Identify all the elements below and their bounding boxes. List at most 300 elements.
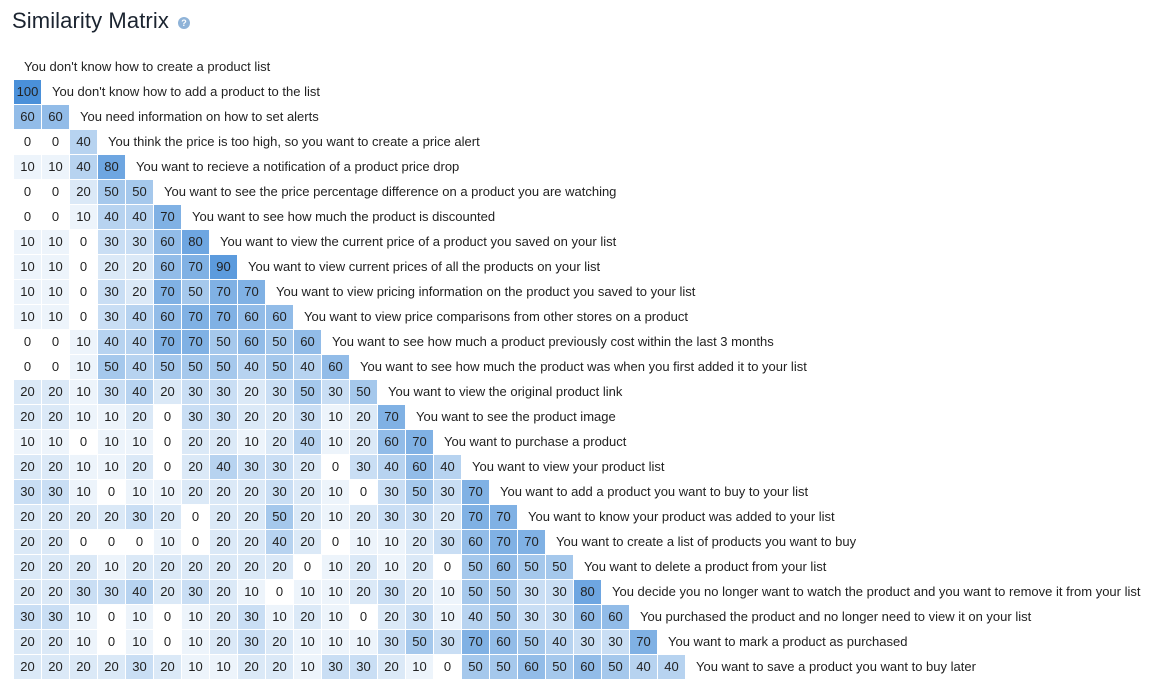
matrix-cell: 40 bbox=[266, 530, 293, 554]
matrix-cell: 20 bbox=[210, 555, 237, 579]
matrix-cell: 20 bbox=[154, 505, 181, 529]
row-label: You want to view current prices of all the products on your list bbox=[248, 259, 601, 274]
matrix-cell: 0 bbox=[434, 655, 461, 679]
matrix-cell: 30 bbox=[322, 655, 349, 679]
matrix-cell: 20 bbox=[14, 655, 41, 679]
matrix-cell: 10 bbox=[322, 580, 349, 604]
matrix-cell: 30 bbox=[406, 505, 433, 529]
matrix-cell: 70 bbox=[518, 530, 545, 554]
matrix-cell: 20 bbox=[154, 555, 181, 579]
matrix-cell: 20 bbox=[294, 455, 321, 479]
row-label: You want to view price comparisons from other stores on a product bbox=[304, 309, 688, 324]
matrix-cell: 50 bbox=[294, 380, 321, 404]
row-label: You want to delete a product from your list bbox=[584, 559, 827, 574]
matrix-cell: 30 bbox=[14, 605, 41, 629]
matrix-cell: 50 bbox=[182, 355, 209, 379]
matrix-cell: 10 bbox=[322, 605, 349, 629]
matrix-cell: 40 bbox=[546, 630, 573, 654]
matrix-cell: 30 bbox=[238, 455, 265, 479]
matrix-cell: 10 bbox=[70, 405, 97, 429]
matrix-cell: 20 bbox=[266, 655, 293, 679]
matrix-cell: 30 bbox=[350, 455, 377, 479]
matrix-cell: 20 bbox=[266, 405, 293, 429]
matrix-cell: 10 bbox=[126, 480, 153, 504]
matrix-cell: 10 bbox=[14, 280, 41, 304]
matrix-cell: 10 bbox=[70, 605, 97, 629]
matrix-cell: 20 bbox=[210, 480, 237, 504]
matrix-cell: 20 bbox=[238, 380, 265, 404]
matrix-cell: 90 bbox=[210, 255, 237, 279]
matrix-cell: 80 bbox=[574, 580, 601, 604]
matrix-cell: 30 bbox=[378, 580, 405, 604]
matrix-cell: 50 bbox=[602, 655, 629, 679]
matrix-cell: 60 bbox=[518, 655, 545, 679]
matrix-cell: 70 bbox=[490, 530, 517, 554]
matrix-cell: 0 bbox=[70, 280, 97, 304]
matrix-cell: 0 bbox=[154, 630, 181, 654]
row-label: You want to mark a product as purchased bbox=[668, 634, 908, 649]
matrix-cell: 60 bbox=[154, 255, 181, 279]
matrix-cell: 20 bbox=[42, 630, 69, 654]
matrix-cell: 10 bbox=[322, 555, 349, 579]
help-icon[interactable]: ? bbox=[178, 17, 190, 29]
matrix-cell: 10 bbox=[154, 530, 181, 554]
matrix-cell: 30 bbox=[98, 380, 125, 404]
matrix-cell: 20 bbox=[238, 505, 265, 529]
matrix-cell: 0 bbox=[98, 530, 125, 554]
matrix-cell: 40 bbox=[238, 355, 265, 379]
matrix-cell: 20 bbox=[42, 555, 69, 579]
matrix-cell: 30 bbox=[266, 480, 293, 504]
matrix-cell: 50 bbox=[490, 605, 517, 629]
matrix-cell: 10 bbox=[154, 480, 181, 504]
matrix-cell: 40 bbox=[378, 455, 405, 479]
row-label: You want to save a product you want to buy later bbox=[696, 659, 976, 674]
matrix-cell: 60 bbox=[154, 305, 181, 329]
row-label: You purchased the product and no longer need to view it on your list bbox=[640, 609, 1032, 624]
matrix-cell: 10 bbox=[42, 255, 69, 279]
matrix-cell: 30 bbox=[98, 230, 125, 254]
matrix-cell: 20 bbox=[294, 605, 321, 629]
matrix-cell: 70 bbox=[630, 630, 657, 654]
matrix-cell: 30 bbox=[602, 630, 629, 654]
matrix-cell: 100 bbox=[14, 80, 41, 104]
matrix-cell: 0 bbox=[350, 605, 377, 629]
matrix-cell: 60 bbox=[462, 530, 489, 554]
matrix-cell: 40 bbox=[126, 580, 153, 604]
matrix-cell: 60 bbox=[602, 605, 629, 629]
matrix-cell: 70 bbox=[182, 330, 209, 354]
matrix-cell: 30 bbox=[182, 405, 209, 429]
matrix-cell: 10 bbox=[14, 155, 41, 179]
row-label: You don't know how to create a product list bbox=[24, 59, 271, 74]
matrix-cell: 50 bbox=[266, 505, 293, 529]
row-label: You want to recieve a notification of a product price drop bbox=[136, 159, 460, 174]
matrix-cell: 60 bbox=[238, 305, 265, 329]
matrix-cell: 10 bbox=[350, 630, 377, 654]
matrix-cell: 20 bbox=[126, 555, 153, 579]
matrix-cell: 30 bbox=[266, 455, 293, 479]
matrix-cell: 0 bbox=[154, 455, 181, 479]
matrix-cell: 40 bbox=[434, 455, 461, 479]
matrix-cell: 10 bbox=[98, 455, 125, 479]
matrix-cell: 30 bbox=[14, 480, 41, 504]
matrix-cell: 30 bbox=[182, 380, 209, 404]
matrix-cell: 0 bbox=[14, 355, 41, 379]
row-label: You want to know your product was added to your list bbox=[528, 509, 835, 524]
matrix-cell: 30 bbox=[42, 480, 69, 504]
matrix-cell: 20 bbox=[126, 405, 153, 429]
row-label: You want to purchase a product bbox=[444, 434, 627, 449]
matrix-cell: 20 bbox=[182, 430, 209, 454]
matrix-cell: 0 bbox=[350, 480, 377, 504]
matrix-cell: 30 bbox=[378, 630, 405, 654]
matrix-cell: 20 bbox=[378, 605, 405, 629]
matrix-cell: 30 bbox=[238, 605, 265, 629]
matrix-cell: 30 bbox=[266, 380, 293, 404]
matrix-cell: 60 bbox=[322, 355, 349, 379]
matrix-cell: 50 bbox=[546, 655, 573, 679]
matrix-cell: 20 bbox=[238, 555, 265, 579]
matrix-cell: 40 bbox=[630, 655, 657, 679]
matrix-cell: 0 bbox=[294, 555, 321, 579]
matrix-cell: 0 bbox=[126, 530, 153, 554]
matrix-cell: 20 bbox=[14, 580, 41, 604]
row-label: You don't know how to add a product to the list bbox=[52, 84, 320, 99]
matrix-cell: 40 bbox=[126, 355, 153, 379]
matrix-cell: 30 bbox=[70, 580, 97, 604]
matrix-cell: 20 bbox=[294, 530, 321, 554]
matrix-cell: 0 bbox=[98, 630, 125, 654]
matrix-cell: 10 bbox=[434, 605, 461, 629]
matrix-cell: 40 bbox=[462, 605, 489, 629]
matrix-cell: 50 bbox=[98, 355, 125, 379]
row-label: You want to create a list of products you want to buy bbox=[556, 534, 857, 549]
matrix-cell: 40 bbox=[126, 205, 153, 229]
matrix-cell: 20 bbox=[42, 405, 69, 429]
matrix-cell: 10 bbox=[70, 380, 97, 404]
matrix-cell: 20 bbox=[182, 455, 209, 479]
matrix-cell: 10 bbox=[14, 430, 41, 454]
matrix-cell: 20 bbox=[266, 555, 293, 579]
matrix-cell: 0 bbox=[154, 405, 181, 429]
matrix-cell: 20 bbox=[98, 255, 125, 279]
matrix-cell: 20 bbox=[154, 655, 181, 679]
matrix-cell: 10 bbox=[182, 630, 209, 654]
matrix-cell: 60 bbox=[42, 105, 69, 129]
matrix-cell: 30 bbox=[350, 655, 377, 679]
matrix-cell: 40 bbox=[70, 130, 97, 154]
matrix-cell: 20 bbox=[70, 505, 97, 529]
matrix-cell: 60 bbox=[154, 230, 181, 254]
matrix-cell: 10 bbox=[70, 205, 97, 229]
matrix-cell: 60 bbox=[574, 605, 601, 629]
matrix-cell: 50 bbox=[490, 580, 517, 604]
row-label: You want to view pricing information on the product you saved to your list bbox=[276, 284, 696, 299]
matrix-cell: 20 bbox=[210, 580, 237, 604]
row-label: You want to view your product list bbox=[472, 459, 665, 474]
matrix-cell: 30 bbox=[546, 580, 573, 604]
matrix-cell: 50 bbox=[182, 280, 209, 304]
matrix-cell: 20 bbox=[126, 280, 153, 304]
matrix-cell: 30 bbox=[406, 605, 433, 629]
matrix-cell: 20 bbox=[434, 505, 461, 529]
matrix-cell: 10 bbox=[294, 655, 321, 679]
matrix-cell: 30 bbox=[42, 605, 69, 629]
matrix-cell: 20 bbox=[14, 530, 41, 554]
matrix-cell: 0 bbox=[266, 580, 293, 604]
matrix-cell: 20 bbox=[14, 630, 41, 654]
matrix-cell: 30 bbox=[98, 280, 125, 304]
matrix-cell: 10 bbox=[70, 480, 97, 504]
matrix-cell: 20 bbox=[350, 580, 377, 604]
matrix-cell: 60 bbox=[490, 555, 517, 579]
matrix-cell: 20 bbox=[42, 505, 69, 529]
matrix-cell: 10 bbox=[322, 480, 349, 504]
matrix-cell: 10 bbox=[294, 580, 321, 604]
row-label: You think the price is too high, so you want to create a price alert bbox=[108, 134, 480, 149]
matrix-cell: 10 bbox=[98, 555, 125, 579]
matrix-cell: 20 bbox=[42, 380, 69, 404]
matrix-cell: 10 bbox=[14, 230, 41, 254]
matrix-cell: 50 bbox=[98, 180, 125, 204]
matrix-cell: 60 bbox=[266, 305, 293, 329]
matrix-cell: 40 bbox=[294, 430, 321, 454]
matrix-cell: 30 bbox=[126, 655, 153, 679]
matrix-cell: 0 bbox=[14, 130, 41, 154]
matrix-cell: 20 bbox=[14, 380, 41, 404]
matrix-cell: 20 bbox=[350, 555, 377, 579]
matrix-cell: 0 bbox=[70, 530, 97, 554]
matrix-cell: 50 bbox=[518, 555, 545, 579]
matrix-cell: 40 bbox=[98, 205, 125, 229]
matrix-cell: 20 bbox=[14, 405, 41, 429]
matrix-cell: 10 bbox=[182, 605, 209, 629]
matrix-cell: 30 bbox=[322, 380, 349, 404]
matrix-cell: 30 bbox=[378, 480, 405, 504]
matrix-cell: 10 bbox=[378, 530, 405, 554]
matrix-cell: 60 bbox=[574, 655, 601, 679]
matrix-cell: 10 bbox=[238, 430, 265, 454]
matrix-cell: 0 bbox=[70, 255, 97, 279]
matrix-cell: 70 bbox=[210, 280, 237, 304]
matrix-cell: 40 bbox=[126, 330, 153, 354]
matrix-cell: 0 bbox=[98, 480, 125, 504]
matrix-cell: 30 bbox=[518, 580, 545, 604]
matrix-cell: 70 bbox=[490, 505, 517, 529]
matrix-cell: 20 bbox=[154, 380, 181, 404]
matrix-cell: 20 bbox=[182, 555, 209, 579]
matrix-cell: 50 bbox=[266, 330, 293, 354]
matrix-cell: 10 bbox=[322, 630, 349, 654]
matrix-cell: 0 bbox=[14, 180, 41, 204]
matrix-cell: 30 bbox=[210, 405, 237, 429]
matrix-cell: 20 bbox=[14, 555, 41, 579]
matrix-cell: 70 bbox=[378, 405, 405, 429]
matrix-cell: 0 bbox=[42, 205, 69, 229]
matrix-cell: 20 bbox=[266, 430, 293, 454]
matrix-cell: 20 bbox=[294, 480, 321, 504]
matrix-cell: 10 bbox=[406, 655, 433, 679]
matrix-cell: 0 bbox=[322, 530, 349, 554]
matrix-cell: 50 bbox=[462, 555, 489, 579]
matrix-cell: 50 bbox=[462, 580, 489, 604]
matrix-cell: 20 bbox=[14, 455, 41, 479]
matrix-cell: 20 bbox=[378, 655, 405, 679]
matrix-cell: 10 bbox=[70, 455, 97, 479]
matrix-cell: 10 bbox=[42, 155, 69, 179]
matrix-cell: 0 bbox=[182, 530, 209, 554]
row-label: You want to see how much a product previously cost within the last 3 months bbox=[332, 334, 774, 349]
matrix-cell: 20 bbox=[210, 630, 237, 654]
matrix-cell: 60 bbox=[378, 430, 405, 454]
matrix-cell: 30 bbox=[238, 630, 265, 654]
matrix-cell: 0 bbox=[98, 605, 125, 629]
matrix-cell: 20 bbox=[238, 405, 265, 429]
matrix-cell: 0 bbox=[70, 430, 97, 454]
matrix-cell: 10 bbox=[42, 230, 69, 254]
matrix-cell: 20 bbox=[14, 505, 41, 529]
matrix-cell: 0 bbox=[70, 230, 97, 254]
matrix-cell: 30 bbox=[126, 230, 153, 254]
matrix-cell: 60 bbox=[238, 330, 265, 354]
matrix-cell: 30 bbox=[98, 580, 125, 604]
matrix-cell: 50 bbox=[546, 555, 573, 579]
matrix-cell: 20 bbox=[238, 480, 265, 504]
matrix-cell: 20 bbox=[238, 655, 265, 679]
row-label: You decide you no longer want to watch the product and you want to remove it from your list bbox=[612, 584, 1141, 599]
matrix-cell: 10 bbox=[126, 430, 153, 454]
matrix-cell: 50 bbox=[126, 180, 153, 204]
row-label: You want to add a product you want to buy to your list bbox=[500, 484, 809, 499]
matrix-cell: 20 bbox=[350, 430, 377, 454]
matrix-cell: 20 bbox=[406, 580, 433, 604]
matrix-cell: 70 bbox=[238, 280, 265, 304]
matrix-cell: 0 bbox=[42, 330, 69, 354]
matrix-cell: 50 bbox=[518, 630, 545, 654]
matrix-cell: 20 bbox=[98, 655, 125, 679]
matrix-cell: 20 bbox=[350, 505, 377, 529]
matrix-cell: 20 bbox=[70, 655, 97, 679]
matrix-cell: 20 bbox=[294, 505, 321, 529]
matrix-cell: 80 bbox=[182, 230, 209, 254]
matrix-cell: 20 bbox=[210, 505, 237, 529]
matrix-cell: 40 bbox=[98, 330, 125, 354]
matrix-cell: 30 bbox=[518, 605, 545, 629]
matrix-cell: 20 bbox=[238, 530, 265, 554]
matrix-cell: 0 bbox=[434, 555, 461, 579]
matrix-cell: 60 bbox=[14, 105, 41, 129]
matrix-cell: 0 bbox=[154, 605, 181, 629]
matrix-cell: 50 bbox=[154, 355, 181, 379]
matrix-cell: 0 bbox=[14, 330, 41, 354]
matrix-cell: 40 bbox=[70, 155, 97, 179]
row-label: You want to view the current price of a product you saved on your list bbox=[220, 234, 617, 249]
matrix-cell: 10 bbox=[322, 505, 349, 529]
matrix-cell: 10 bbox=[294, 630, 321, 654]
matrix-cell: 20 bbox=[126, 255, 153, 279]
matrix-cell: 10 bbox=[42, 430, 69, 454]
matrix-cell: 10 bbox=[350, 530, 377, 554]
matrix-cell: 10 bbox=[126, 630, 153, 654]
matrix-cell: 0 bbox=[42, 355, 69, 379]
matrix-cell: 50 bbox=[490, 655, 517, 679]
matrix-cell: 50 bbox=[210, 355, 237, 379]
matrix-cell: 70 bbox=[210, 305, 237, 329]
matrix-cell: 70 bbox=[406, 430, 433, 454]
matrix-cell: 50 bbox=[210, 330, 237, 354]
matrix-cell: 40 bbox=[126, 305, 153, 329]
matrix-cell: 0 bbox=[42, 180, 69, 204]
matrix-cell: 20 bbox=[182, 480, 209, 504]
matrix-cell: 0 bbox=[70, 305, 97, 329]
matrix-cell: 10 bbox=[266, 605, 293, 629]
matrix-cell: 10 bbox=[210, 655, 237, 679]
matrix-cell: 20 bbox=[70, 180, 97, 204]
matrix-cell: 70 bbox=[462, 480, 489, 504]
matrix-cell: 50 bbox=[406, 480, 433, 504]
matrix-cell: 10 bbox=[322, 430, 349, 454]
matrix-cell: 60 bbox=[294, 330, 321, 354]
matrix-cell: 0 bbox=[14, 205, 41, 229]
matrix-cell: 10 bbox=[182, 655, 209, 679]
matrix-cell: 50 bbox=[266, 355, 293, 379]
matrix-cell: 70 bbox=[154, 205, 181, 229]
matrix-cell: 30 bbox=[378, 505, 405, 529]
matrix-cell: 10 bbox=[238, 580, 265, 604]
matrix-cell: 30 bbox=[126, 505, 153, 529]
row-label: You want to see the price percentage difference on a product you are watching bbox=[164, 184, 617, 199]
row-label: You want to see the product image bbox=[416, 409, 616, 424]
matrix-cell: 10 bbox=[70, 630, 97, 654]
row-label: You want to view the original product link bbox=[388, 384, 623, 399]
matrix-cell: 20 bbox=[42, 530, 69, 554]
matrix-cell: 70 bbox=[154, 280, 181, 304]
matrix-cell: 20 bbox=[266, 630, 293, 654]
matrix-cell: 30 bbox=[98, 305, 125, 329]
row-label: You need information on how to set alerts bbox=[80, 109, 319, 124]
matrix-cell: 10 bbox=[14, 255, 41, 279]
matrix-cell: 20 bbox=[42, 455, 69, 479]
matrix-cell: 30 bbox=[294, 405, 321, 429]
matrix-cell: 40 bbox=[658, 655, 685, 679]
matrix-cell: 20 bbox=[210, 430, 237, 454]
matrix-cell: 50 bbox=[350, 380, 377, 404]
matrix-cell: 70 bbox=[462, 505, 489, 529]
matrix-cell: 70 bbox=[182, 305, 209, 329]
matrix-cell: 10 bbox=[42, 305, 69, 329]
matrix-cell: 10 bbox=[70, 330, 97, 354]
matrix-cell: 10 bbox=[322, 405, 349, 429]
matrix-cell: 20 bbox=[406, 555, 433, 579]
matrix-cell: 0 bbox=[182, 505, 209, 529]
matrix-cell: 20 bbox=[154, 580, 181, 604]
row-label: You want to see how much the product was when you first added it to your list bbox=[360, 359, 807, 374]
matrix-cell: 20 bbox=[42, 655, 69, 679]
matrix-cell: 20 bbox=[350, 405, 377, 429]
matrix-cell: 30 bbox=[434, 480, 461, 504]
matrix-cell: 40 bbox=[210, 455, 237, 479]
matrix-cell: 40 bbox=[294, 355, 321, 379]
matrix-cell: 20 bbox=[210, 605, 237, 629]
matrix-cell: 20 bbox=[98, 505, 125, 529]
matrix-cell: 30 bbox=[546, 605, 573, 629]
matrix-cell: 30 bbox=[434, 630, 461, 654]
matrix-cell: 40 bbox=[126, 380, 153, 404]
matrix-cell: 70 bbox=[182, 255, 209, 279]
matrix-cell: 0 bbox=[42, 130, 69, 154]
matrix-cell: 30 bbox=[182, 580, 209, 604]
